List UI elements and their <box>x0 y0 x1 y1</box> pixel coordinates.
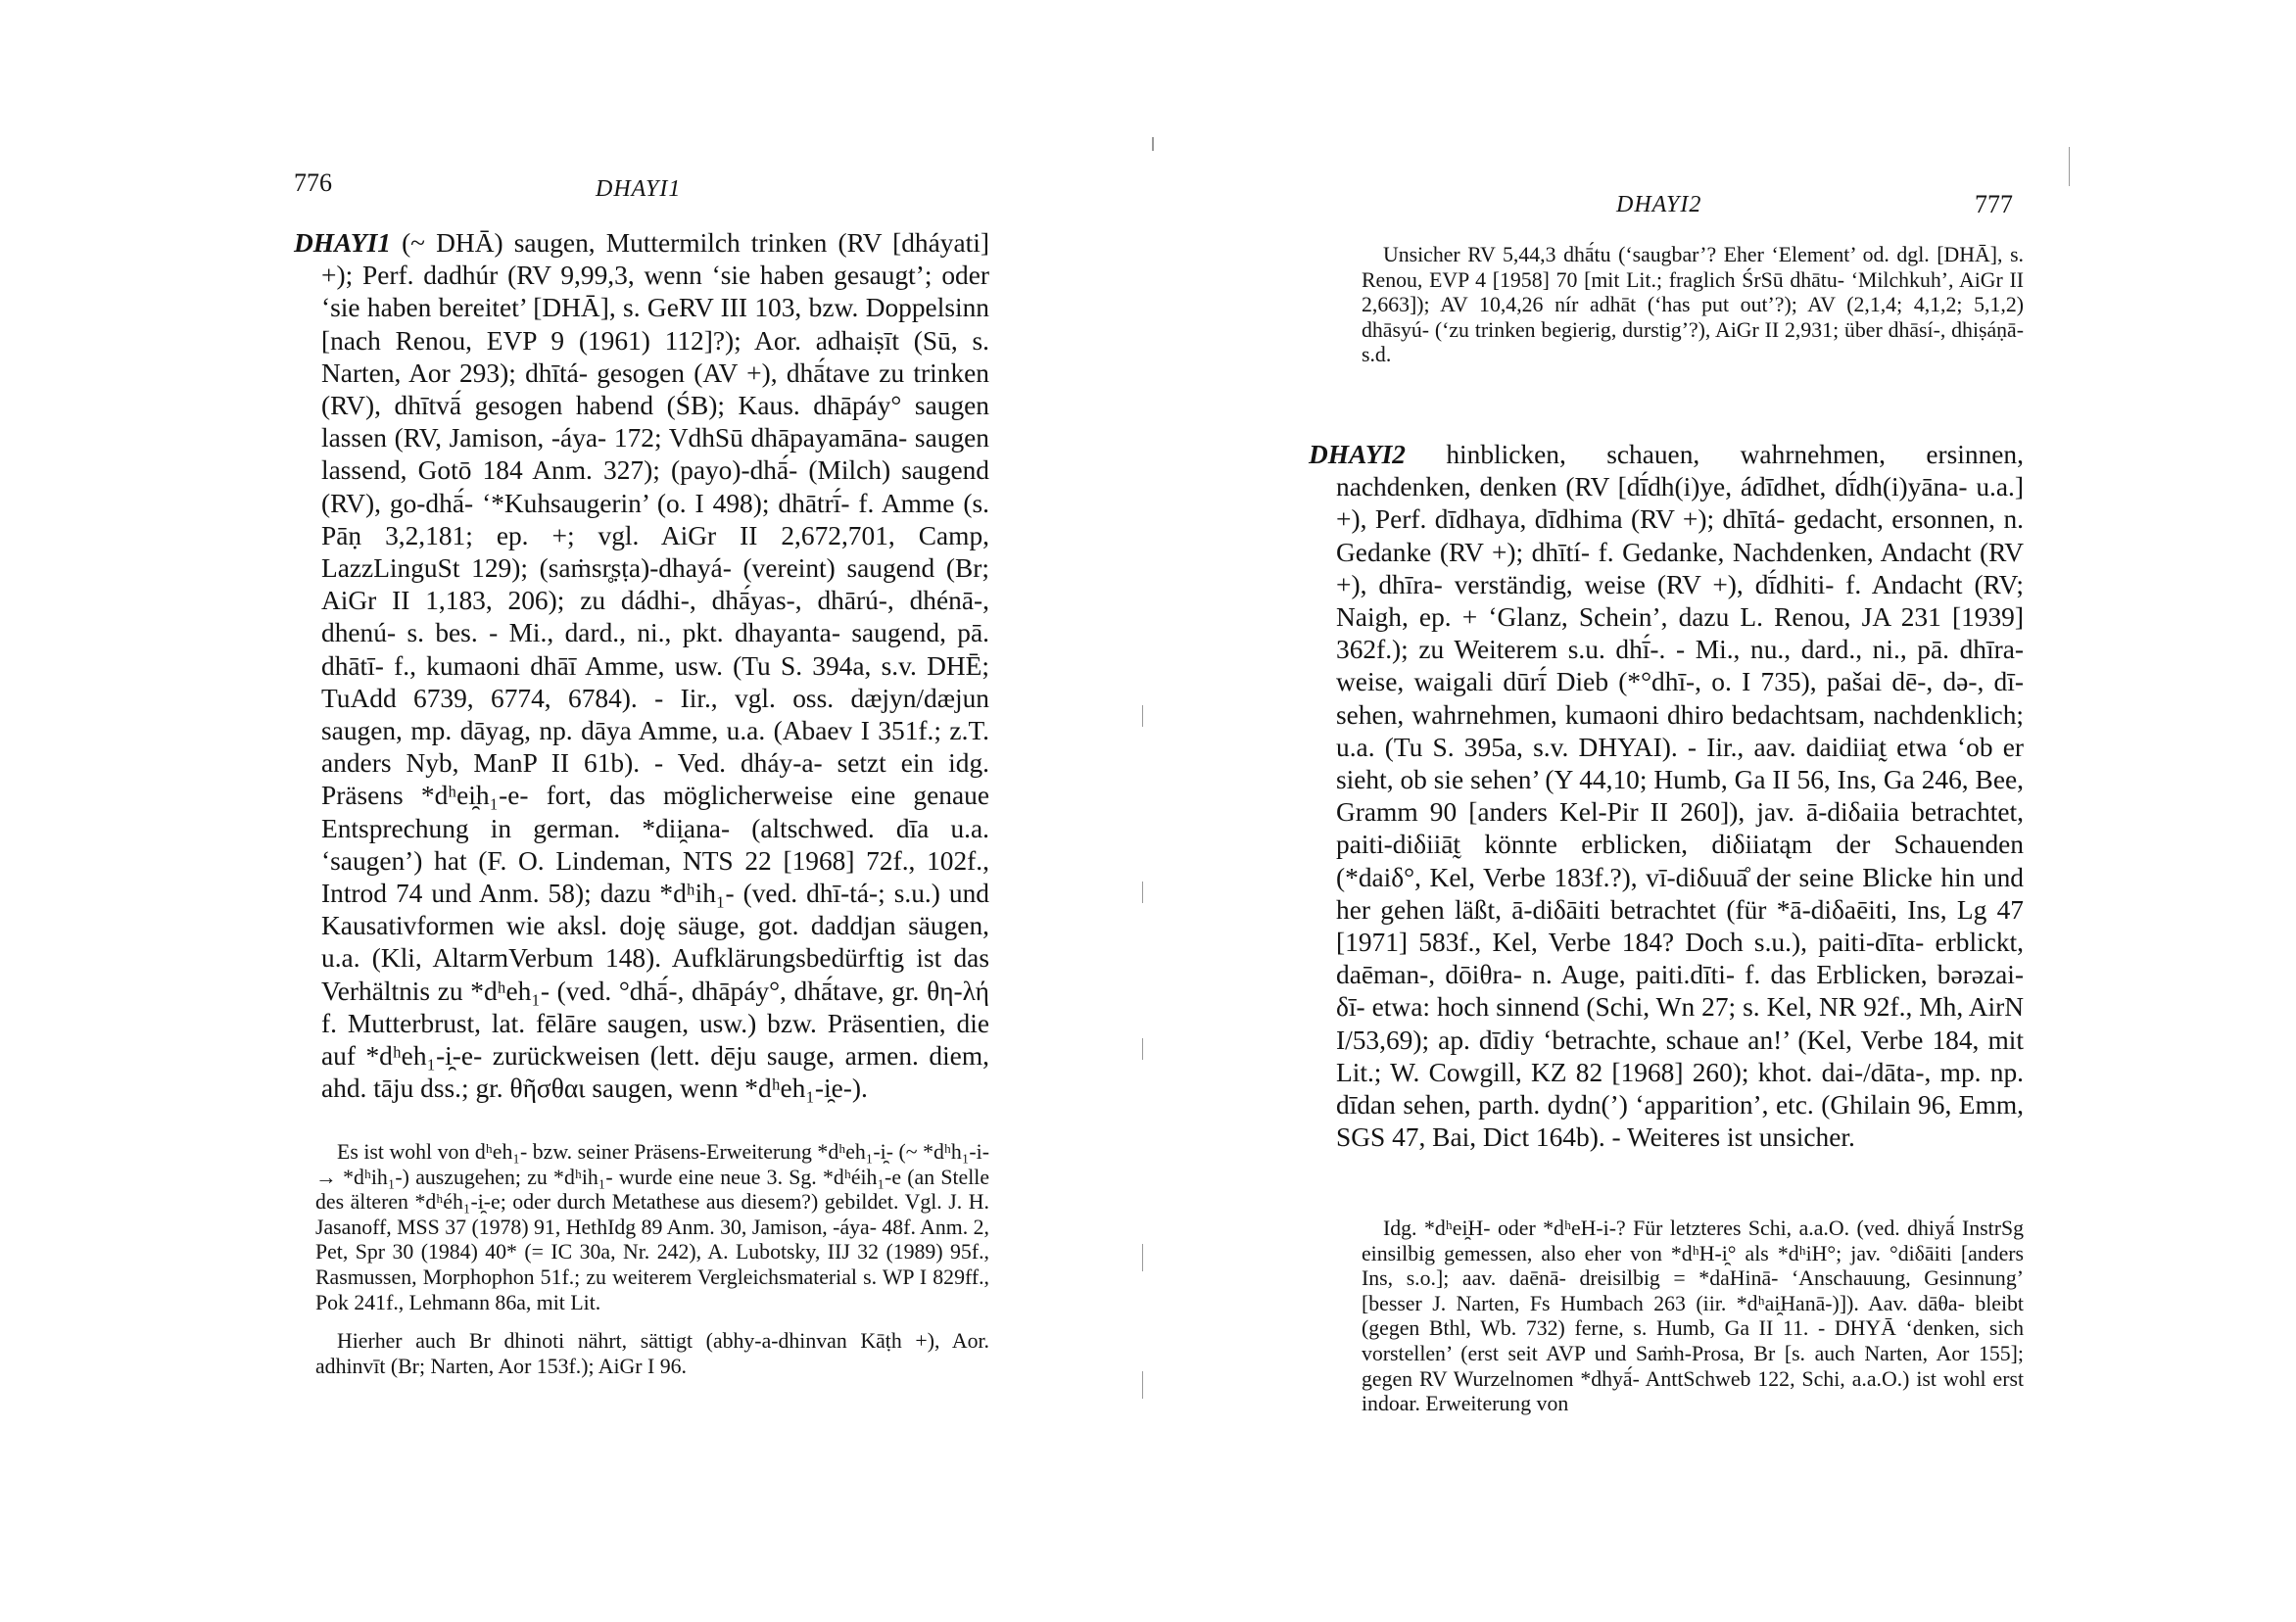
scan-mark <box>1142 1244 1143 1271</box>
entry-body: hinblicken, schauen, wahrnehmen, ersinnen, nachdenken, denken (RV [dī́dh(i)ye, ádīdhet, dī́dh(i)yāna- u.a.] +), Perf. dīdhaya, dīdhima (RV +); dhītá- gedacht, ersonnen, n. Gedanke (RV +); dhītí- f. Gedanke, Nachdenken, Andacht (RV +), dhīra- verständig, weise (RV +), dī́dhiti- f. Andacht (RV; Naigh, ep. + ‘Glanz, Schein’, dazu L. Renou, JA 231 [1939] 362f.); zu Weiterem s.u. dhī́-. - Mi., nu., dard., ni., pā. dhīra- weise, waigali dūrī́ Dieb (*°dhī-, o. I 735), pašai dē-, də-, dī- sehen, wahrnehmen, kumaoni dhiro bedachtsam, nachdenklich; u.a. (Tu S. 395a, s.v. DHYAI). - Iir., aav. daidiiat̰ etwa ‘ob er sieht, ob sie sehen’ (Y 44,10; Humb, Ga II 56, Ins, Ga 246, Bee, Gramm 90 [anders Kel-Pir II 260]), jav. ā-diδaiia betrachtet, paiti-diδiiāt̰ könnte erblicken, diδiiatąm der Schauenden (*daiδ°, Kel, Verbe 183f.?), vī-diδuuā̊ der seine Blicke hin und her gehen läßt, ā-diδāiti betrachtet (für *ā-diδaēiti, Ins, Lg 47 [1971] 583f., Kel, Verbe 184? Doch s.u.), paiti-dīta- erblickt, daēman-, dōiθra- n. Auge, paiti.dīti- f. das Erblicken, bərəzai-δī- etwa: hoch sinnend (Schi, Wn 27; s. Kel, NR 92f., Mh, AirN I/53,69); ap. dīdiy ‘betrachte, schaue an!’ (Kel, Verbe 184, mit Lit.; W. Cowgill, KZ 82 [1968] 260); khot. dai-/dāta-, mp. np. dīdan sehen, parth. dydn(’) ‘apparition’, etc. (Ghilain 96, Emm, SGS 47, Bai, Dict 164b). - Weiteres ist unsicher. <box>1336 440 2024 1153</box>
page-number-right: 777 <box>1975 190 2013 218</box>
note-paragraph: Hierher auch Br dhinoti nährt, sättigt (abhy-a-dhinvan Kāṭh +), Aor. adhinvīt (Br; Narten, Aor 153f.); AiGr I 96. <box>315 1329 989 1378</box>
scan-mark <box>2069 147 2070 186</box>
entry-body: (~ DHĀ) saugen, Muttermilch trinken (RV [dháyati] +); Perf. dadhúr (RV 9,99,3, wenn ‘sie haben gesaugt’; oder ‘sie haben bereitet’ [DHĀ], s. GeRV III 103, bzw. Doppelsinn [nach Renou, EVP 9 (1961) 112]?); Aor. adhaiṣīt (Sū, s. Narten, Aor 293); dhītá- gesogen (AV +), dhā́tave zu trinken (RV), dhītvā́ gesogen habend (ŚB); Kaus. dhāpáy° saugen lassen (RV, Jamison, -áya- 172; VdhSū dhāpayamāna- saugen lassend, Gotō 184 Anm. 327); (payo)-dhā́- (Milch) saugend (RV), go-dhā́- ‘*Kuhsaugerin’ (o. I 498); dhātrī́- f. Amme (s. Pāṇ 3,2,181; ep. +; vgl. AiGr II 2,672,701, Camp, LazzLinguSt 129); (saṁsr̥ṣṭa)-dhayá- (vereint) saugend (Br; AiGr II 1,183, 206); zu dádhi-, dhā́yas-, dhārú-, dhénā-, dhenú- s. bes. - Mi., dard., ni., pkt. dhayanta- saugend, pā. dhātī- f., kumaoni dhāī Amme, usw. (Tu S. 394a, s.v. DHĒ; TuAdd 6739, 6774, 6784). - Iir., vgl. oss. dæjyn/dæjun saugen, mp. dāyag, np. dāya Amme, u.a. (Abaev I 351f.; z.T. anders Nyb, ManP II 61b). - Ved. dháy-a- setzt ein idg. Präsens *dʰei̯h₁-e- fort, das möglicherweise eine genaue Entsprechung in german. *dii̯ana- (altschwed. dīa u.a. ‘saugen’) hat (F. O. Lindeman, NTS 22 [1968] 72f., 102f., Introd 74 und Anm. 58); dazu *dʰih₁- (ved. dhī-tá-; s.u.) und Kausativformen wie aksl. doję säuge, got. daddjan säugen, u.a. (Kli, AltarmVerbum 148). Aufklärungsbedürftig ist das Verhältnis zu *dʰeh₁- (ved. °dhā́-, dhāpáy°, dhā́tave, gr. θη-λή f. Mutterbrust, lat. fēlāre saugen, usw.) bzw. Präsentien, die auf *dʰeh₁-i̯-e- zurückweisen (lett. dēju sauge, armen. diem, ahd. tāju dss.; gr. θῆσθαι saugen, wenn *dʰeh₁-i̯e-). <box>321 228 989 1104</box>
scan-mark <box>1142 705 1143 727</box>
scan-mark <box>1152 137 1154 151</box>
running-head-left: DHAYI1 <box>596 176 682 202</box>
right-page <box>1309 0 2024 1622</box>
note-paragraph: Es ist wohl von dʰeh₁- bzw. seiner Präsens-Erweiterung *dʰeh₁-i̯- (~ *dʰh₁-i- → *dʰih₁-) auszugehen; zu *dʰih₁- wurde eine neue 3. Sg. *dʰéih₁-e (an Stelle des älteren *dʰéh₁-i̯-e; oder durch Metathese aus diesem?) gebildet. Vgl. J. H. Jasanoff, MSS 37 (1978) 91, HethIdg 89 Anm. 30, Jamison, -áya- 48f. Anm. 2, Pet, Spr 30 (1984) 40* (= IC 30a, Nr. 242), A. Lubotsky, IIJ 32 (1989) 95f., Rasmussen, Morphophon 51f.; zu weiterem Vergleichsmaterial s. WP I 829ff., Pok 241f., Lehmann 86a, mit Lit. <box>315 1140 989 1314</box>
scan-mark <box>1142 1038 1143 1060</box>
footnote-right: Idg. *dʰei̯H- oder *dʰeH-i-? Für letzteres Schi, a.a.O. (ved. dhiyā́ InstrSg einsilbig gemessen, also eher von *dʰH-i̯° als *dʰiH°; jav. °diδāiti [anders Ins, s.o.]; aav. daēnā- dreisilbig = *daHinā- ‘Anschauung, Gesinnung’ [besser J. Narten, Fs Humbach 263 (iir. *dʰai̯Hanā-)]). Aav. dāθa- bleibt (gegen Bthl, Wb. 732) ferne, s. Humb, Ga II 11. - DHYĀ ‘denken, sich vorstellen’ (erst seit AVP und Saṁh-Prosa, Br [s. auch Narten, Aor 155]; gegen RV Wurzelnomen *dhyā́- AnttSchweb 122, Schi, a.a.O.) ist wohl erst indoar. Erweiterung von <box>1362 1216 2024 1416</box>
headword: DHAYI1 <box>294 228 391 258</box>
scan-mark <box>1142 882 1143 903</box>
carry-over-note: Unsicher RV 5,44,3 dhā́tu (‘saugbar’? Eher ‘Element’ od. dgl. [DHĀ], s. Renou, EVP 4 [1958] 70 [mit Lit.; fraglich ŚrSū dhātu- ‘Milchkuh’, AiGr II 2,663]); AV 10,4,26 nír adhāt (‘has put out’?); AV (2,1,4; 4,1,2; 5,1,2) dhāsyú- (‘zu trinken begierig, durstig’?), AiGr II 2,931; über dhāsí-, dhiṣáṇā- s.d. <box>1362 243 2024 367</box>
headword: DHAYI2 <box>1309 440 1406 469</box>
left-page <box>294 0 989 1622</box>
footnotes-left <box>315 1140 989 1393</box>
scan-mark <box>1142 1371 1143 1399</box>
running-head-right: DHAYI2 <box>1616 192 1702 217</box>
entry-dhay-1 <box>294 227 989 1105</box>
page-number-left: 776 <box>294 168 332 197</box>
entry-dhay-2 <box>1309 439 2024 1154</box>
